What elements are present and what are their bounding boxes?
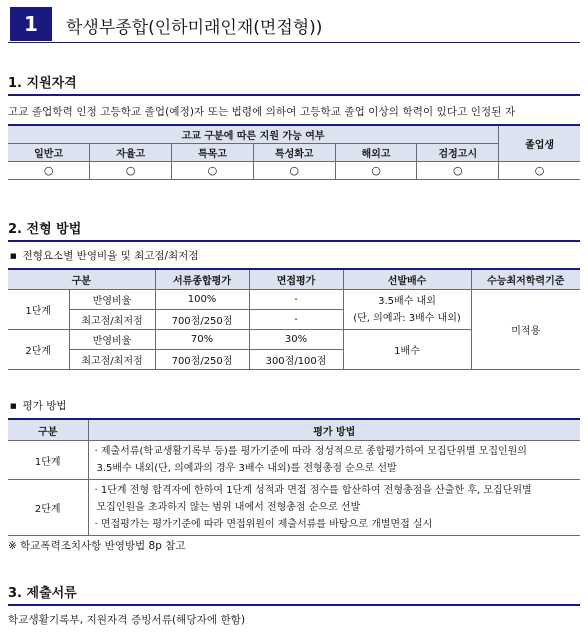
evaluation-table [8,418,580,536]
s1-doc-rate: 100% [155,290,249,310]
col-specialized-school: 특성화고 [253,144,335,162]
eval-stage1-label: 1단계 [8,441,88,480]
mark-graduate: ○ [499,162,580,180]
header-interview-eval: 면접평가 [249,269,343,290]
col-overseas-school: 해외고 [335,144,417,162]
bullet-evaluation: ■ 평가 방법 [10,398,67,413]
score-label: 최고점/최저점 [69,350,155,370]
s1-multiple-line2: (단, 의예과: 3배수 내외) [353,312,461,324]
documents-text: 학교생활기록부, 지원자격 증빙서류(해당자에 한함) [8,614,246,626]
col-special-purpose-school: 특목고 [172,144,254,162]
mark-ged: ○ [417,162,499,180]
graduate-header: 졸업생 [499,125,580,162]
eval-stage1-line2: 3.5배수 내외(단, 의예과의 경우 3배수 내외)를 전형총점 순으로 선발 [96,463,397,474]
s2-int-rate: 30% [249,330,343,350]
s2-doc-score: 700점/250점 [155,350,249,370]
col-autonomous-school: 자율고 [90,144,172,162]
section-heading-documents: 3. 제출서류 [8,582,580,606]
mark-overseas: ○ [335,162,417,180]
eval-stage2-line3: · 면접평가는 평가기준에 따라 면접위원이 제출서류를 바탕으로 개별면접 실시 [94,519,433,530]
header-selection-multiple: 선발배수 [343,269,471,290]
title-bar [8,6,580,43]
school-type-header: 고교 구분에 따른 지원 가능 여부 [8,125,499,144]
eligibility-text: 고교 졸업학력 인정 고등학교 졸업(예정)자 또는 법령에 의하여 고등학교 졸업 이상의 학력이 있다고 인정된 자 [8,106,516,118]
header-document-eval: 서류종합평가 [155,269,249,290]
s1-int-score: - [249,310,343,330]
eligibility-table [8,124,580,180]
eval-stage2-method [88,480,580,536]
eval-stage2-label: 2단계 [8,480,88,536]
eval-stage1-method [88,441,580,480]
eval-stage2-line2: 모집인원을 초과하지 않는 범위 내에서 전형총점 순으로 선발 [96,502,361,513]
s1-multiple-line1: 3.5배수 내외 [378,295,436,307]
s1-multiple [343,290,471,330]
section-number-badge: 1 [10,7,52,41]
header-csat-minimum: 수능최저학력기준 [471,269,580,290]
eval-header-category: 구분 [8,419,88,441]
s2-int-score: 300점/100점 [249,350,343,370]
mark-special-purpose: ○ [172,162,254,180]
mark-specialized: ○ [253,162,335,180]
section-heading-method: 2. 전형 방법 [8,218,580,242]
col-general-school: 일반고 [8,144,90,162]
page-title: 학생부종합(인하미래인재(면접형)) [66,18,323,38]
header-category: 구분 [8,269,155,290]
score-label: 최고점/최저점 [69,310,155,330]
eval-stage1-line1: · 제출서류(학교생활기록부 등)를 평가기준에 따라 정성적으로 종합평가하여 모집단위별 모집인원의 [94,446,527,457]
bullet-ratio: ■ 전형요소별 반영비율 및 최고점/최저점 [10,248,198,263]
s2-doc-rate: 70% [155,330,249,350]
selection-ratio-table [8,268,580,370]
col-ged: 검정고시 [417,144,499,162]
rate-label: 반영비율 [69,330,155,350]
s2-multiple: 1배수 [343,330,471,370]
mark-autonomous: ○ [90,162,172,180]
stage1-label: 1단계 [8,290,69,330]
school-violence-note: ※ 학교폭력조치사항 반영방법 8p 참고 [8,540,186,552]
eval-header-method: 평가 방법 [88,419,580,441]
s1-int-rate: - [249,290,343,310]
mark-general: ○ [8,162,90,180]
stage2-label: 2단계 [8,330,69,370]
section-heading-eligibility: 1. 지원자격 [8,72,580,96]
csat-value: 미적용 [471,290,580,370]
s1-doc-score: 700점/250점 [155,310,249,330]
rate-label: 반영비율 [69,290,155,310]
eval-stage2-line1: · 1단계 전형 합격자에 한하여 1단계 성적과 면접 점수를 합산하여 전형총점을 산출한 후, 모집단위별 [94,485,532,496]
